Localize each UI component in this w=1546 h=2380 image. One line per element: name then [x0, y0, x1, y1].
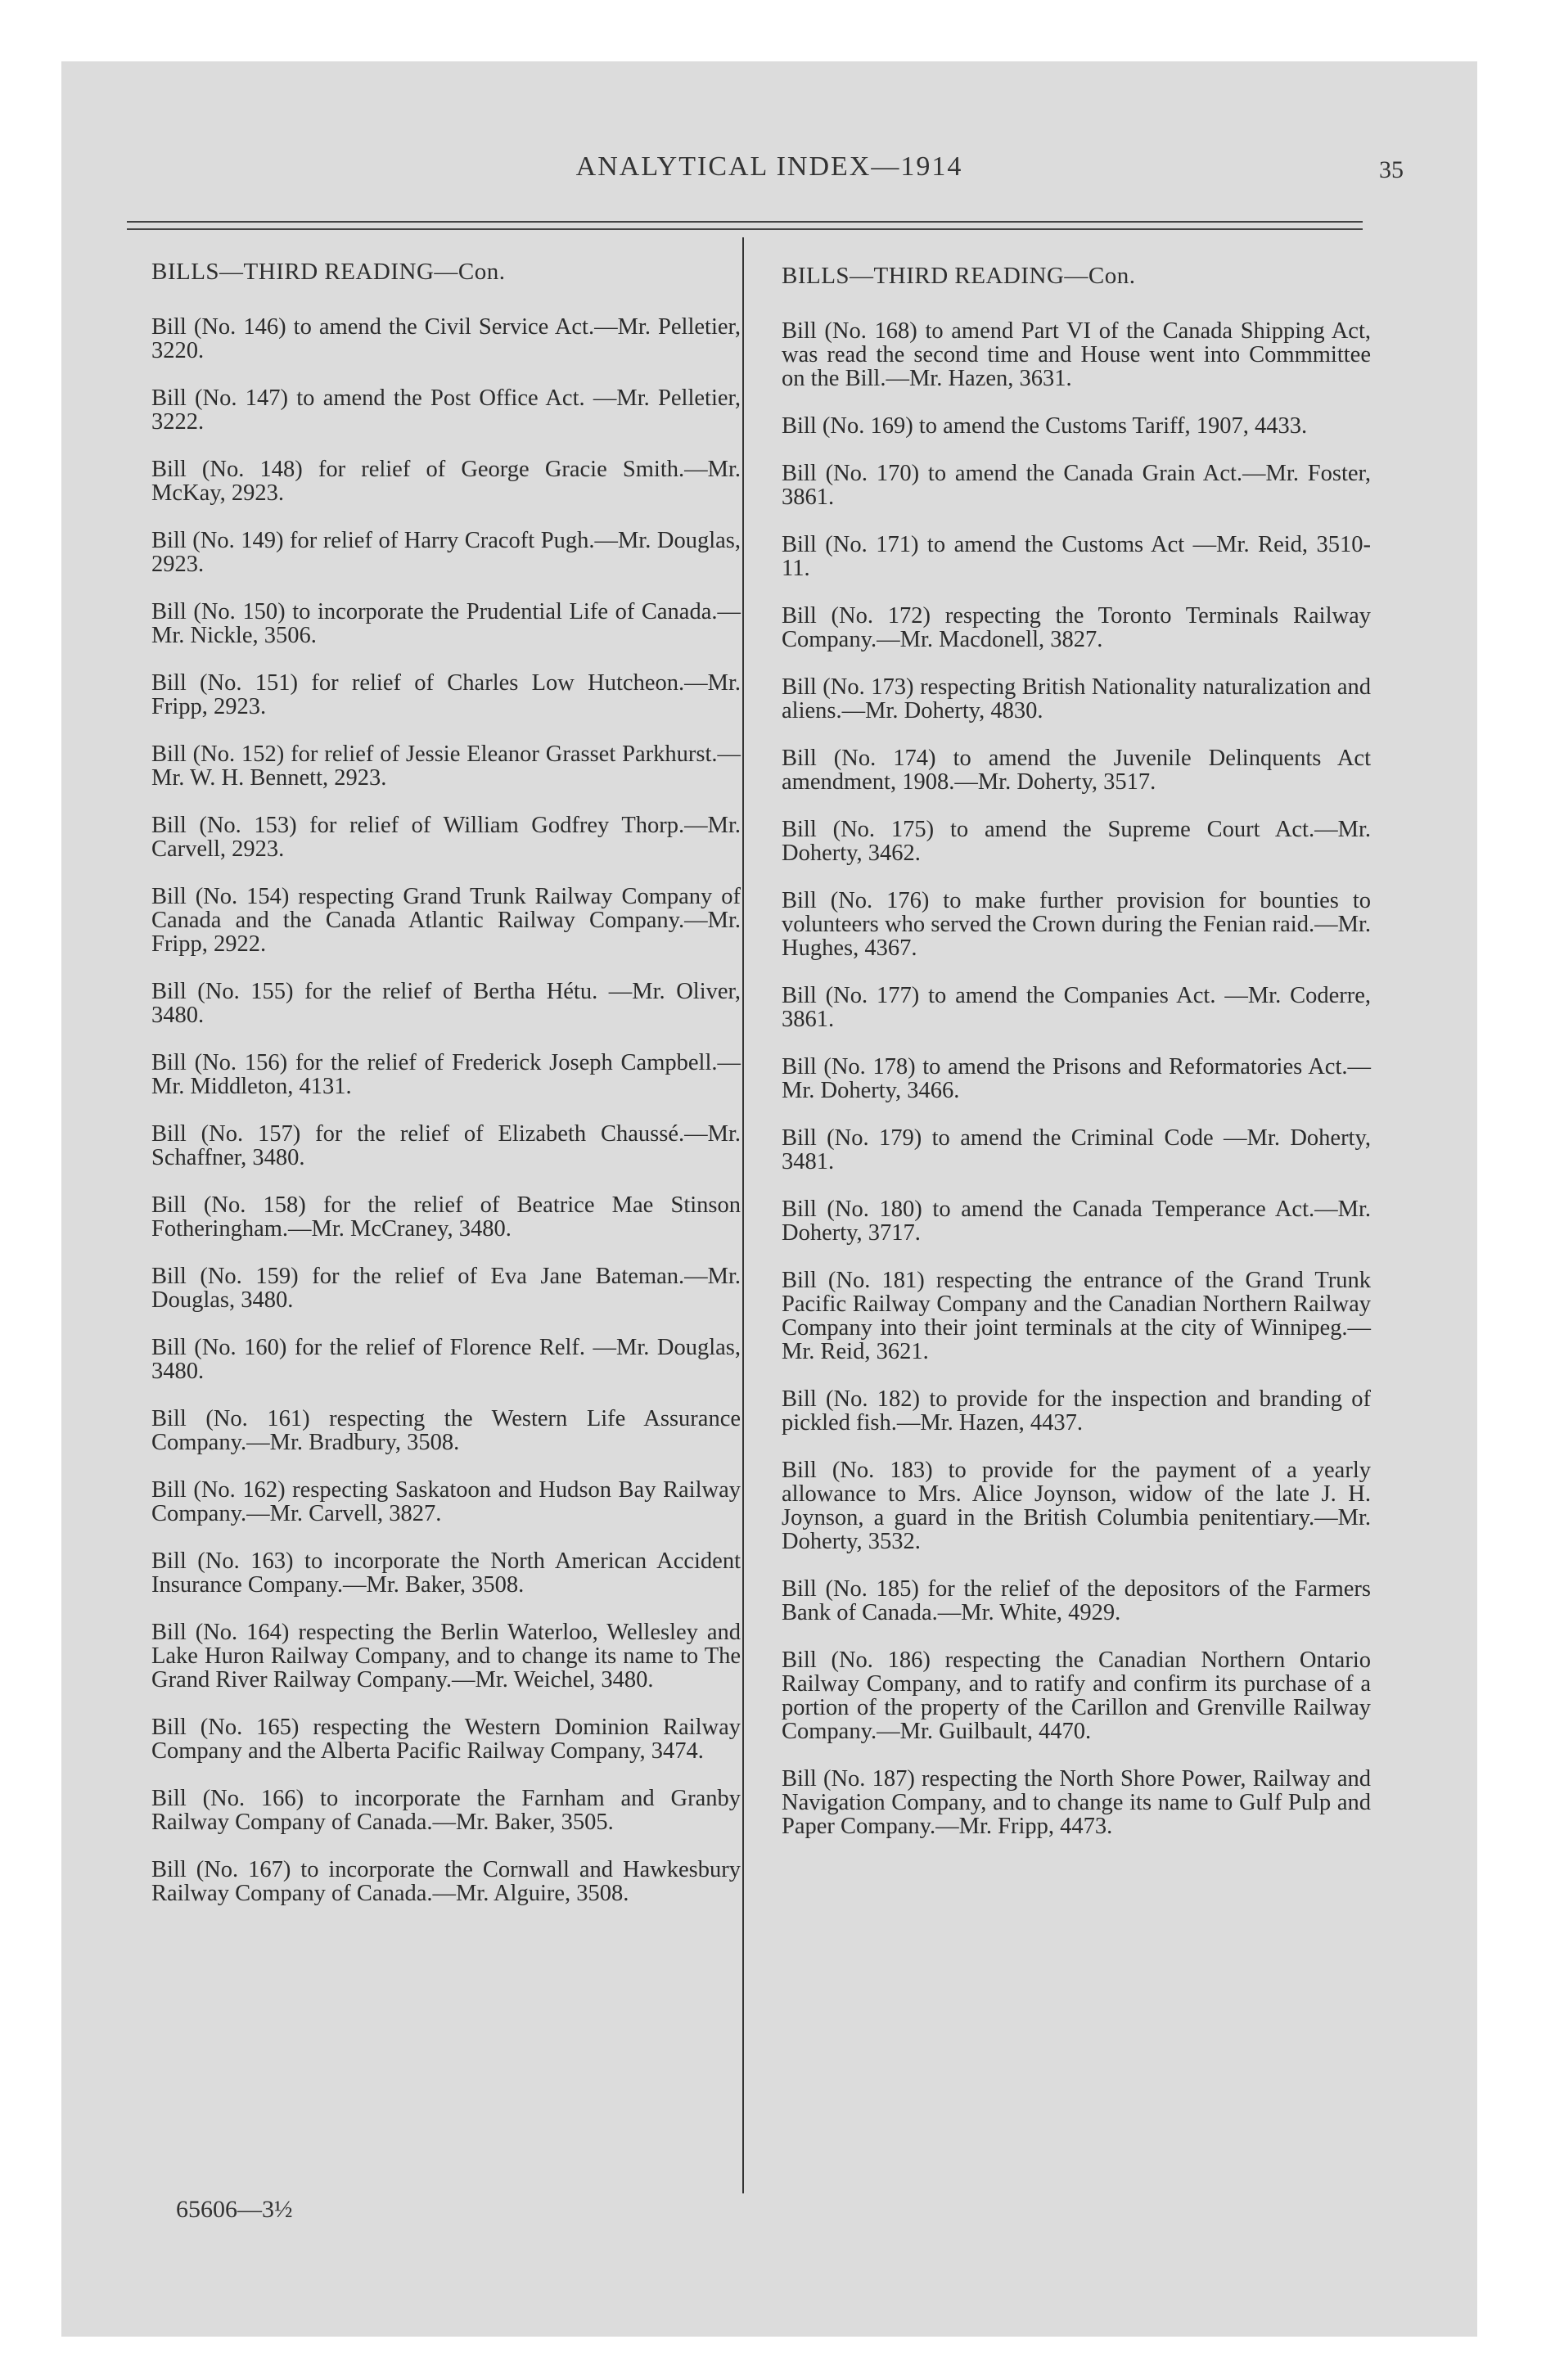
- index-entry: Bill (No. 163) to incorporate the North American Accident Insurance Company.—Mr. Baker, 3508.: [151, 1548, 741, 1598]
- page-number: 35: [1379, 156, 1404, 183]
- section-heading: BILLS—THIRD READING—Con.: [782, 263, 1136, 289]
- page: [61, 61, 1477, 2337]
- column-divider: [742, 237, 744, 2193]
- index-entry: Bill (No. 153) for relief of William Godfrey Thorp.—Mr. Carvell, 2923.: [151, 813, 741, 862]
- index-entry: Bill (No. 175) to amend the Supreme Court Act.—Mr. Doherty, 3462.: [782, 817, 1371, 866]
- index-entry: Bill (No. 152) for relief of Jessie Eleanor Grasset Parkhurst.—Mr. W. H. Bennett, 2923.: [151, 741, 741, 791]
- index-entry: Bill (No. 156) for the relief of Frederick Joseph Campbell.—Mr. Middleton, 4131.: [151, 1050, 741, 1099]
- index-entry: Bill (No. 181) respecting the entrance of the Grand Trunk Pacific Railway Company and the Canadian Northern Railway Company into their joint terminals at the city of Winnipeg.—Mr. Reid, 3621.: [782, 1268, 1371, 1364]
- right-column: [782, 262, 1371, 1862]
- index-entry: Bill (No. 167) to incorporate the Cornwall and Hawkesbury Railway Company of Canada.—Mr. Alguire, 3508.: [151, 1857, 741, 1906]
- index-entry: Bill (No. 154) respecting Grand Trunk Railway Company of Canada and the Canada Atlantic Railway Company.—Mr. Fripp, 2922.: [151, 884, 741, 957]
- index-entry: Bill (No. 161) respecting the Western Life Assurance Company.—Mr. Bradbury, 3508.: [151, 1406, 741, 1455]
- index-entry: Bill (No. 185) for the relief of the depositors of the Farmers Bank of Canada.—Mr. White, 4929.: [782, 1576, 1371, 1625]
- index-entry: Bill (No. 159) for the relief of Eva Jane Bateman.—Mr. Douglas, 3480.: [151, 1264, 741, 1313]
- index-entry: Bill (No. 166) to incorporate the Farnham and Granby Railway Company of Canada.—Mr. Baker, 3505.: [151, 1786, 741, 1835]
- index-entry: Bill (No. 180) to amend the Canada Temperance Act.—Mr. Doherty, 3717.: [782, 1197, 1371, 1246]
- section-heading: BILLS—THIRD READING—Con.: [151, 259, 506, 285]
- index-entry: Bill (No. 173) respecting British Nationality naturalization and aliens.—Mr. Doherty, 4830.: [782, 674, 1371, 723]
- index-entry: Bill (No. 168) to amend Part VI of the Canada Shipping Act, was read the second time and House went into Commmittee on the Bill.—Mr. Hazen, 3631.: [782, 318, 1371, 391]
- index-entry: Bill (No. 155) for the relief of Bertha Hétu. —Mr. Oliver, 3480.: [151, 979, 741, 1028]
- index-entry: Bill (No. 178) to amend the Prisons and Reformatories Act.—Mr. Doherty, 3466.: [782, 1054, 1371, 1103]
- index-entry: Bill (No. 176) to make further provision for bounties to volunteers who served the Crown during the Fenian raid.—Mr. Hughes, 4367.: [782, 888, 1371, 961]
- index-entry: Bill (No. 160) for the relief of Florence Relf. —Mr. Douglas, 3480.: [151, 1335, 741, 1384]
- index-entry: Bill (No. 174) to amend the Juvenile Delinquents Act amendment, 1908.—Mr. Doherty, 3517.: [782, 746, 1371, 795]
- index-entry: Bill (No. 171) to amend the Customs Act —Mr. Reid, 3510-11.: [782, 532, 1371, 581]
- index-entry: Bill (No. 162) respecting Saskatoon and Hudson Bay Railway Company.—Mr. Carvell, 3827.: [151, 1477, 741, 1526]
- index-entry: Bill (No. 177) to amend the Companies Act. —Mr. Coderre, 3861.: [782, 983, 1371, 1032]
- index-entry: Bill (No. 187) respecting the North Shore Power, Railway and Navigation Company, and to change its name to Gulf Pulp and Paper Company.—Mr. Fripp, 4473.: [782, 1766, 1371, 1839]
- index-entry: Bill (No. 186) respecting the Canadian Northern Ontario Railway Company, and to ratify and confirm its purchase of a portion of the property of the Carillon and Grenville Railway Company.—Mr. Guilbault, 4470.: [782, 1648, 1371, 1744]
- index-entry: Bill (No. 182) to provide for the inspection and branding of pickled fish.—Mr. Hazen, 4437.: [782, 1386, 1371, 1436]
- index-entry: Bill (No. 157) for the relief of Elizabeth Chaussé.—Mr. Schaffner, 3480.: [151, 1121, 741, 1170]
- index-entry: Bill (No. 147) to amend the Post Office Act. —Mr. Pelletier, 3222.: [151, 385, 741, 435]
- header-rule: [127, 221, 1363, 223]
- index-entry: Bill (No. 165) respecting the Western Dominion Railway Company and the Alberta Pacific Railway Company, 3474.: [151, 1715, 741, 1764]
- index-entry: Bill (No. 179) to amend the Criminal Code —Mr. Doherty, 3481.: [782, 1125, 1371, 1174]
- index-entry: Bill (No. 149) for relief of Harry Cracoft Pugh.—Mr. Douglas, 2923.: [151, 528, 741, 577]
- entry-list: [782, 319, 1371, 1838]
- left-column: [151, 258, 741, 1929]
- page-title: ANALYTICAL INDEX—1914: [575, 151, 963, 182]
- index-entry: Bill (No. 158) for the relief of Beatrice Mae Stinson Fotheringham.—Mr. McCraney, 3480.: [151, 1192, 741, 1242]
- index-entry: Bill (No. 148) for relief of George Gracie Smith.—Mr. McKay, 2923.: [151, 457, 741, 506]
- entry-list: [151, 315, 741, 1905]
- header-rule: [127, 228, 1363, 230]
- index-entry: Bill (No. 170) to amend the Canada Grain Act.—Mr. Foster, 3861.: [782, 461, 1371, 510]
- index-entry: Bill (No. 150) to incorporate the Prudential Life of Canada.—Mr. Nickle, 3506.: [151, 599, 741, 648]
- index-entry: Bill (No. 151) for relief of Charles Low Hutcheon.—Mr. Fripp, 2923.: [151, 670, 741, 719]
- page-header: [61, 151, 1477, 201]
- index-entry: Bill (No. 164) respecting the Berlin Waterloo, Wellesley and Lake Huron Railway Company, and to change its name to The Grand River Railway Company.—Mr. Weichel, 3480.: [151, 1620, 741, 1693]
- index-entry: Bill (No. 169) to amend the Customs Tariff, 1907, 4433.: [782, 413, 1308, 439]
- index-entry: Bill (No. 146) to amend the Civil Service Act.—Mr. Pelletier, 3220.: [151, 314, 741, 363]
- index-entry: Bill (No. 183) to provide for the payment of a yearly allowance to Mrs. Alice Joynson, widow of the late J. H. Joynson, a guard in the British Columbia penitentiary.—Mr. Doherty, 3532.: [782, 1458, 1371, 1554]
- index-entry: Bill (No. 172) respecting the Toronto Terminals Railway Company.—Mr. Macdonell, 3827.: [782, 603, 1371, 652]
- signature-mark: 65606—3½: [176, 2196, 293, 2223]
